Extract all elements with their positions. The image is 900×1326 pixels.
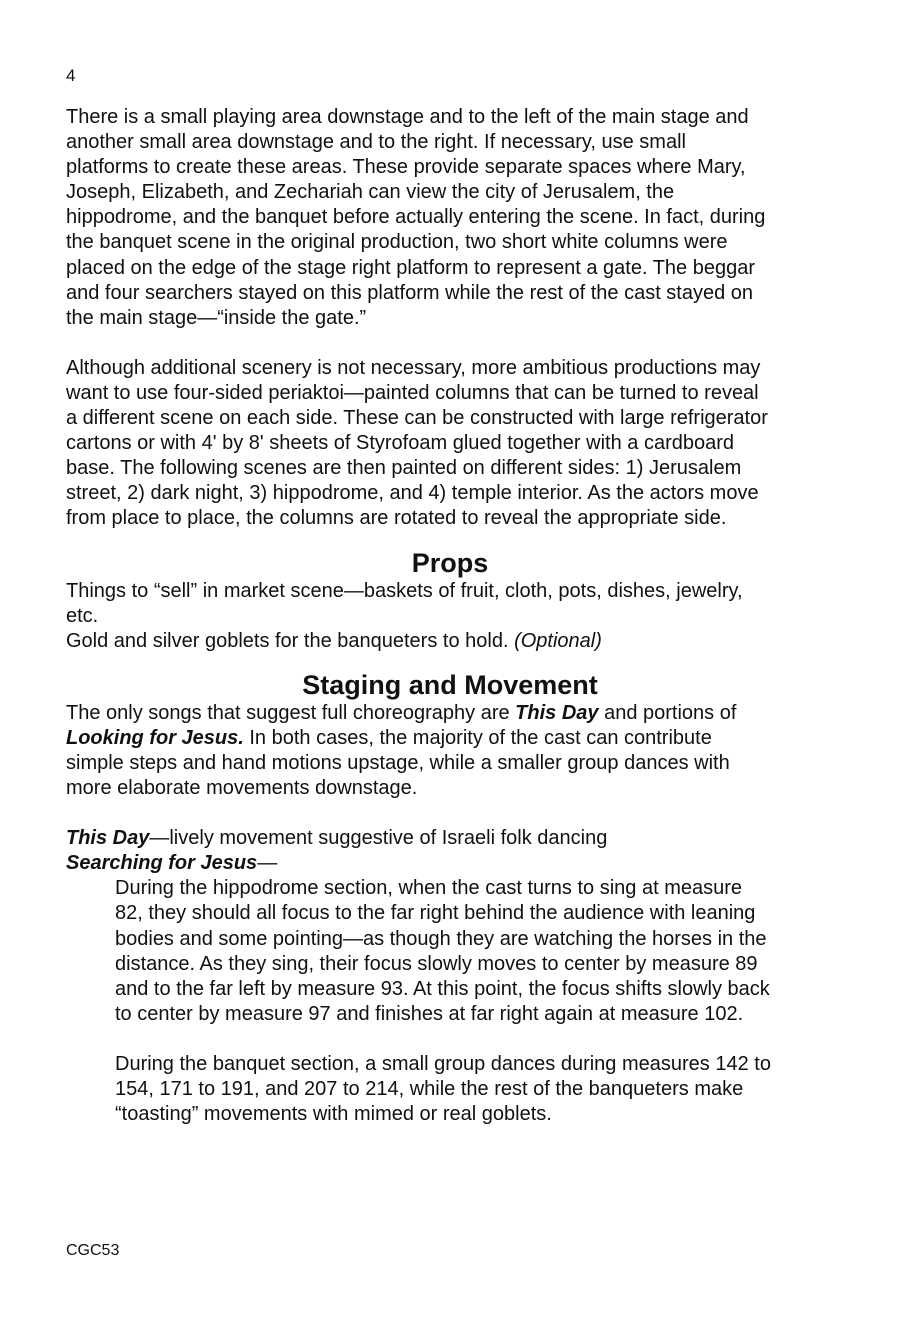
text-line: Joseph, Elizabeth, and Zechariah can view the city of Jerusalem, the xyxy=(66,181,675,204)
text-line: Things to “sell” in market scene—baskets of fruit, cloth, pots, dishes, jewelry, xyxy=(66,579,743,602)
text-line: base. The following scenes are then painted on different sides: 1) Jerusalem xyxy=(66,457,742,480)
text-line: 154, 171 to 191, and 207 to 214, while the rest of the banqueters make xyxy=(115,1078,744,1100)
this-day-entry xyxy=(66,826,866,851)
paragraph-gap xyxy=(66,1027,866,1052)
page-number: 4 xyxy=(66,66,76,85)
hippodrome-paragraph xyxy=(66,876,866,1027)
text-line: placed on the edge of the stage right platform to represent a gate. The beggar xyxy=(66,256,755,279)
text-line: cartons or with 4' by 8' sheets of Styrofoam glued together with a cardboard xyxy=(66,432,734,455)
staging-intro xyxy=(66,701,866,801)
text-line: platforms to create these areas. These provide separate spaces where Mary, xyxy=(66,156,746,179)
text-line: more elaborate movements downstage. xyxy=(66,777,418,800)
searching-entry xyxy=(66,851,866,876)
text-line xyxy=(66,701,866,726)
text-line: and to the far left by measure 93. At this point, the focus shifts slowly back xyxy=(115,977,770,1000)
paragraph-gap xyxy=(66,801,866,826)
text-line: the main stage—“inside the gate.” xyxy=(66,306,367,329)
text-line: bodies and some pointing—as though they are watching the horses in the xyxy=(115,927,767,950)
song-title-searching-for-jesus: Searching for Jesus xyxy=(66,852,258,875)
intro-text: The only songs that suggest full choreography are xyxy=(66,701,516,724)
text-line: 82, they should all focus to the far right behind the audience with leaning xyxy=(115,902,756,925)
song-title-this-day: This Day xyxy=(66,827,150,850)
text-line: Although additional scenery is not necessary, more ambitious productions may xyxy=(66,356,761,379)
text-line: from place to place, the columns are rotated to reveal the appropriate side. xyxy=(66,507,727,530)
optional-note: (Optional) xyxy=(514,629,602,652)
text-line xyxy=(66,726,866,751)
intro-text: and portions of xyxy=(598,701,737,724)
text-line: want to use four-sided periaktoi—painted columns that can be turned to reveal xyxy=(66,381,759,404)
song-title-looking-for-jesus: Looking for Jesus. xyxy=(66,726,244,749)
text-line: a different scene on each side. These can be constructed with large refrigerator xyxy=(66,407,768,430)
text-line: another small area downstage and to the right. If necessary, use small xyxy=(66,131,686,154)
intro-text: In both cases, the majority of the cast can contribute xyxy=(243,726,712,749)
text-line: hippodrome, and the banquet before actually entering the scene. In fact, during xyxy=(66,206,766,229)
scenery-paragraph xyxy=(66,356,866,532)
song-title-this-day: This Day xyxy=(515,701,599,724)
text-line: street, 2) dark night, 3) hippodrome, and 4) temple interior. As the actors move xyxy=(66,482,759,505)
text-line: simple steps and hand motions upstage, while a smaller group dances with xyxy=(66,751,730,774)
text-line: etc. xyxy=(66,604,99,627)
text-line: During the banquet section, a small group dances during measures 142 to xyxy=(115,1052,771,1075)
props-goblets-text: Gold and silver goblets for the banqueters to hold. xyxy=(66,629,515,652)
banquet-paragraph xyxy=(66,1052,866,1127)
props-heading: Props xyxy=(411,547,489,578)
searching-dash: — xyxy=(257,852,278,875)
text-line: “toasting” movements with mimed or real goblets. xyxy=(115,1103,552,1126)
text-line: There is a small playing area downstage and to the left of the main stage and xyxy=(66,106,749,128)
props-list xyxy=(66,579,866,654)
paragraph-gap xyxy=(66,331,866,356)
text-line xyxy=(66,629,866,654)
page-body xyxy=(66,105,866,1127)
text-line: to center by measure 97 and finishes at far right again at measure 102. xyxy=(115,1002,744,1025)
footer-code: CGC53 xyxy=(66,1242,120,1259)
this-day-description: —lively movement suggestive of Israeli folk dancing xyxy=(149,827,608,850)
staging-heading: Staging and Movement xyxy=(302,669,598,700)
text-line: distance. As they sing, their focus slowly moves to center by measure 89 xyxy=(115,952,758,975)
text-line: During the hippodrome section, when the cast turns to sing at measure xyxy=(115,877,743,900)
text-line: the banquet scene in the original production, two short white columns were xyxy=(66,231,728,254)
staging-area-paragraph xyxy=(66,105,866,331)
text-line: and four searchers stayed on this platform while the rest of the cast stayed on xyxy=(66,281,754,304)
